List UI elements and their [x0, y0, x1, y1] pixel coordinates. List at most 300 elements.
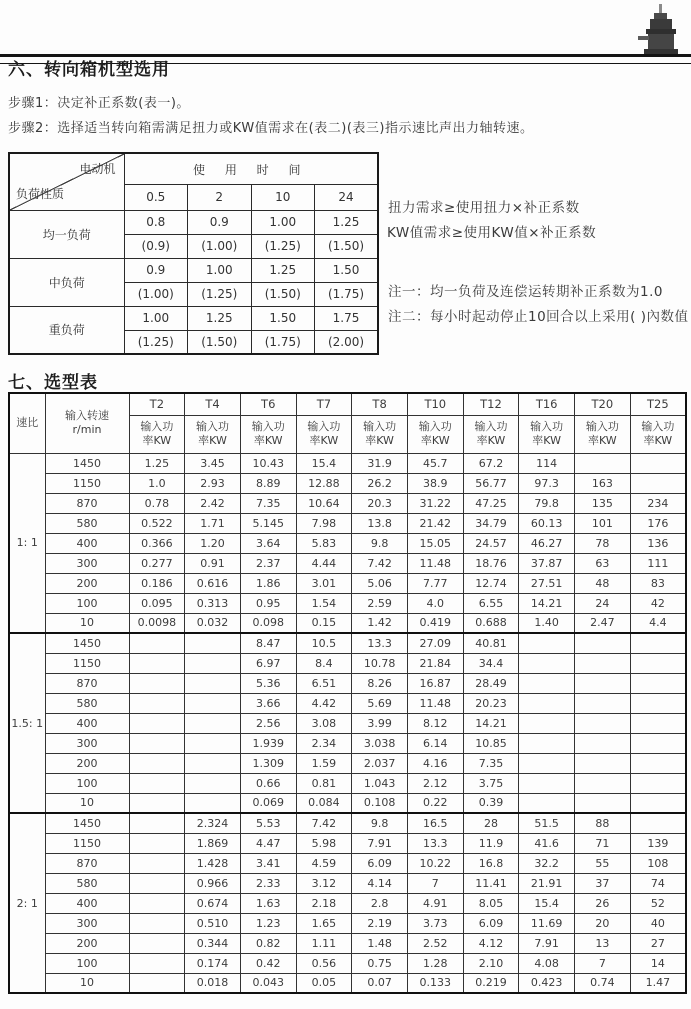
- power-value-cell: 26: [575, 893, 631, 913]
- power-value-cell: 2.37: [240, 553, 296, 573]
- power-value-cell: 51.5: [519, 813, 575, 833]
- input-speed-cell: 1150: [45, 653, 129, 673]
- power-value-cell: [630, 733, 686, 753]
- power-value-cell: [185, 653, 241, 673]
- power-value-cell: 31.9: [352, 453, 408, 473]
- power-value-cell: [129, 633, 185, 653]
- power-value-cell: 13: [575, 933, 631, 953]
- power-value-cell: 4.16: [407, 753, 463, 773]
- power-value-cell: 8.05: [463, 893, 519, 913]
- power-value-cell: 34.79: [463, 513, 519, 533]
- power-value-cell: [575, 633, 631, 653]
- power-value-cell: 83: [630, 573, 686, 593]
- input-power-header: [185, 415, 241, 453]
- input-power-header-line1: 输入功: [418, 420, 452, 434]
- power-value-cell: 2.037: [352, 753, 408, 773]
- power-value-cell: 38.9: [407, 473, 463, 493]
- usage-hours-header: 0.5: [124, 185, 188, 210]
- power-value-cell: 0.018: [185, 973, 241, 993]
- power-value-cell: 7: [407, 873, 463, 893]
- power-value-cell: 28.49: [463, 673, 519, 693]
- power-value-cell: 40: [630, 913, 686, 933]
- power-value-cell: 14: [630, 953, 686, 973]
- power-value-cell: 163: [575, 473, 631, 493]
- power-value-cell: 7.98: [296, 513, 352, 533]
- power-value-cell: [630, 713, 686, 733]
- power-value-cell: 26.2: [352, 473, 408, 493]
- power-value-cell: [129, 893, 185, 913]
- power-value-cell: 0.277: [129, 553, 185, 573]
- power-value-cell: 0.095: [129, 593, 185, 613]
- model-selection-table: [8, 392, 687, 994]
- load-type-label: 重负荷: [9, 306, 124, 354]
- input-speed-cell: 1450: [45, 453, 129, 473]
- power-value-cell: 71: [575, 833, 631, 853]
- power-value-cell: 34.4: [463, 653, 519, 673]
- power-value-cell: 2.10: [463, 953, 519, 973]
- usage-time-header: 使 用 时 间: [124, 153, 378, 185]
- power-value-cell: 79.8: [519, 493, 575, 513]
- step-2-text: 步骤2：选择适当转向箱需满足扭力或KW值需求在(表二)(表三)指示速比声出力轴转速。: [8, 121, 534, 136]
- input-speed-cell: 300: [45, 553, 129, 573]
- power-value-cell: 1.47: [630, 973, 686, 993]
- power-value-cell: 3.41: [240, 853, 296, 873]
- power-value-cell: 88: [575, 813, 631, 833]
- power-value-cell: 2.47: [575, 613, 631, 633]
- power-value-cell: 0.069: [240, 793, 296, 813]
- input-power-header: [463, 415, 519, 453]
- power-value-cell: 1.043: [352, 773, 408, 793]
- factor-paren-cell: (1.00): [188, 234, 252, 258]
- input-speed-cell: 400: [45, 533, 129, 553]
- usage-hours-header: 2: [188, 185, 252, 210]
- model-header: T7: [296, 393, 352, 415]
- model-header: T2: [129, 393, 185, 415]
- power-value-cell: 2.12: [407, 773, 463, 793]
- load-type-label: 均一负荷: [9, 210, 124, 258]
- power-value-cell: 0.674: [185, 893, 241, 913]
- corner-cell: [9, 153, 124, 210]
- power-value-cell: 20.3: [352, 493, 408, 513]
- input-speed-header-line1: 输入转速: [65, 408, 109, 422]
- power-value-cell: [129, 913, 185, 933]
- power-value-cell: 20: [575, 913, 631, 933]
- power-value-cell: 16.8: [463, 853, 519, 873]
- power-value-cell: 37: [575, 873, 631, 893]
- factor-paren-cell: (0.9): [124, 234, 188, 258]
- input-speed-cell: 10: [45, 973, 129, 993]
- model-header: T4: [185, 393, 241, 415]
- power-value-cell: [129, 673, 185, 693]
- factor-cell: 0.9: [188, 210, 252, 234]
- power-value-cell: 78: [575, 533, 631, 553]
- power-value-cell: 136: [630, 533, 686, 553]
- power-value-cell: 10.43: [240, 453, 296, 473]
- power-value-cell: 2.18: [296, 893, 352, 913]
- power-value-cell: 0.510: [185, 913, 241, 933]
- power-value-cell: 7.35: [240, 493, 296, 513]
- input-power-header-line1: 输入功: [530, 420, 564, 434]
- power-value-cell: 20.23: [463, 693, 519, 713]
- power-value-cell: 16.87: [407, 673, 463, 693]
- power-value-cell: 5.145: [240, 513, 296, 533]
- input-speed-cell: 100: [45, 773, 129, 793]
- factor-cell: 0.8: [124, 210, 188, 234]
- power-value-cell: 41.6: [519, 833, 575, 853]
- power-value-cell: 4.47: [240, 833, 296, 853]
- power-value-cell: 3.75: [463, 773, 519, 793]
- power-value-cell: 42: [630, 593, 686, 613]
- power-value-cell: 15.4: [519, 893, 575, 913]
- power-value-cell: 56.77: [463, 473, 519, 493]
- power-value-cell: 1.0: [129, 473, 185, 493]
- factor-paren-cell: (1.25): [251, 234, 315, 258]
- factor-cell: 1.00: [188, 258, 252, 282]
- input-speed-cell: 1150: [45, 473, 129, 493]
- input-power-header: [240, 415, 296, 453]
- factor-cell: 1.00: [124, 306, 188, 330]
- power-value-cell: [519, 633, 575, 653]
- model-header: T25: [630, 393, 686, 415]
- power-value-cell: 2.93: [185, 473, 241, 493]
- model-header: T10: [407, 393, 463, 415]
- power-value-cell: 21.42: [407, 513, 463, 533]
- power-value-cell: 10.78: [352, 653, 408, 673]
- power-value-cell: 0.05: [296, 973, 352, 993]
- power-value-cell: 4.14: [352, 873, 408, 893]
- input-speed-cell: 100: [45, 953, 129, 973]
- factor-cell: 0.9: [124, 258, 188, 282]
- power-value-cell: 7.42: [352, 553, 408, 573]
- factor-cell: 1.75: [315, 306, 379, 330]
- power-value-cell: 0.0098: [129, 613, 185, 633]
- power-value-cell: [129, 833, 185, 853]
- power-value-cell: [519, 693, 575, 713]
- power-value-cell: 0.174: [185, 953, 241, 973]
- power-value-cell: 6.14: [407, 733, 463, 753]
- input-power-header-line2: 率KW: [532, 434, 561, 447]
- power-value-cell: 8.47: [240, 633, 296, 653]
- model-header: T12: [463, 393, 519, 415]
- speed-ratio-cell: 1.5: 1: [9, 633, 45, 813]
- power-value-cell: 24.57: [463, 533, 519, 553]
- gearbox-product-photo-icon: [636, 4, 686, 56]
- power-value-cell: 0.22: [407, 793, 463, 813]
- power-value-cell: 7.77: [407, 573, 463, 593]
- power-value-cell: 10.22: [407, 853, 463, 873]
- power-value-cell: 5.36: [240, 673, 296, 693]
- power-value-cell: 8.26: [352, 673, 408, 693]
- power-value-cell: 0.91: [185, 553, 241, 573]
- factor-paren-cell: (1.25): [124, 330, 188, 354]
- power-value-cell: 4.44: [296, 553, 352, 573]
- power-value-cell: [630, 773, 686, 793]
- power-value-cell: 5.83: [296, 533, 352, 553]
- power-value-cell: 5.53: [240, 813, 296, 833]
- power-value-cell: 101: [575, 513, 631, 533]
- power-value-cell: [575, 693, 631, 713]
- power-value-cell: 0.423: [519, 973, 575, 993]
- factor-paren-cell: (1.50): [251, 282, 315, 306]
- input-power-header-line1: 输入功: [641, 420, 675, 434]
- input-power-header: [575, 415, 631, 453]
- power-value-cell: 0.419: [407, 613, 463, 633]
- power-value-cell: 3.45: [185, 453, 241, 473]
- input-power-header: [630, 415, 686, 453]
- power-value-cell: [630, 693, 686, 713]
- power-value-cell: 0.966: [185, 873, 241, 893]
- power-value-cell: 27: [630, 933, 686, 953]
- power-value-cell: 45.7: [407, 453, 463, 473]
- power-value-cell: 9.8: [352, 813, 408, 833]
- power-value-cell: [185, 633, 241, 653]
- power-value-cell: 0.344: [185, 933, 241, 953]
- power-value-cell: 176: [630, 513, 686, 533]
- input-power-header: [129, 415, 185, 453]
- power-value-cell: 5.98: [296, 833, 352, 853]
- power-value-cell: 3.038: [352, 733, 408, 753]
- power-value-cell: 1.59: [296, 753, 352, 773]
- power-value-cell: 24: [575, 593, 631, 613]
- power-value-cell: [519, 773, 575, 793]
- factor-cell: 1.50: [315, 258, 379, 282]
- input-speed-cell: 200: [45, 933, 129, 953]
- factor-cell: 1.25: [315, 210, 379, 234]
- factor-paren-cell: (2.00): [315, 330, 379, 354]
- power-value-cell: 21.91: [519, 873, 575, 893]
- power-value-cell: 4.42: [296, 693, 352, 713]
- power-value-cell: 4.08: [519, 953, 575, 973]
- power-value-cell: 4.0: [407, 593, 463, 613]
- input-speed-header-line2: r/min: [72, 423, 102, 437]
- section-7-title: 七、选型表: [8, 373, 98, 393]
- power-value-cell: 67.2: [463, 453, 519, 473]
- input-power-header-line2: 率KW: [420, 434, 450, 447]
- power-value-cell: [630, 473, 686, 493]
- power-value-cell: 63: [575, 553, 631, 573]
- power-value-cell: 5.06: [352, 573, 408, 593]
- power-value-cell: 28: [463, 813, 519, 833]
- power-value-cell: [129, 653, 185, 673]
- corner-label-motor: 电动机: [79, 162, 116, 176]
- power-value-cell: 74: [630, 873, 686, 893]
- power-value-cell: 11.48: [407, 693, 463, 713]
- input-power-header-line2: 率KW: [142, 434, 172, 447]
- power-value-cell: [575, 793, 631, 813]
- power-value-cell: [185, 733, 241, 753]
- section-6-title: 六、转向箱机型选用: [8, 60, 170, 80]
- power-value-cell: [129, 953, 185, 973]
- power-value-cell: 12.88: [296, 473, 352, 493]
- power-value-cell: 13.8: [352, 513, 408, 533]
- power-value-cell: [630, 453, 686, 473]
- power-value-cell: [519, 733, 575, 753]
- power-value-cell: 8.89: [240, 473, 296, 493]
- input-power-header-line2: 率KW: [309, 434, 339, 447]
- input-speed-cell: 580: [45, 873, 129, 893]
- factor-cell: 1.00: [251, 210, 315, 234]
- power-value-cell: 6.09: [463, 913, 519, 933]
- power-value-cell: 1.25: [129, 453, 185, 473]
- power-value-cell: [129, 753, 185, 773]
- power-value-cell: 8.12: [407, 713, 463, 733]
- corner-label-load-type: 负荷性质: [16, 186, 65, 201]
- power-value-cell: 32.2: [519, 853, 575, 873]
- power-value-cell: [519, 653, 575, 673]
- power-value-cell: 15.4: [296, 453, 352, 473]
- power-value-cell: 2.34: [296, 733, 352, 753]
- input-speed-cell: 300: [45, 733, 129, 753]
- power-value-cell: [185, 793, 241, 813]
- note-1-text: 注一：均一负荷及连偿运转期补正系数为1.0: [388, 284, 663, 300]
- power-value-cell: 6.09: [352, 853, 408, 873]
- power-value-cell: 15.05: [407, 533, 463, 553]
- power-value-cell: 7.91: [352, 833, 408, 853]
- power-value-cell: [185, 773, 241, 793]
- power-value-cell: 0.56: [296, 953, 352, 973]
- input-power-header-line2: 率KW: [198, 434, 227, 447]
- power-value-cell: 0.616: [185, 573, 241, 593]
- power-value-cell: 40.81: [463, 633, 519, 653]
- kw-requirement-formula: KW值需求≥使用KW值×补正系数: [387, 225, 597, 241]
- power-value-cell: 234: [630, 493, 686, 513]
- power-value-cell: 2.42: [185, 493, 241, 513]
- power-value-cell: 2.8: [352, 893, 408, 913]
- power-value-cell: [129, 793, 185, 813]
- factor-paren-cell: (1.75): [315, 282, 379, 306]
- power-value-cell: 8.4: [296, 653, 352, 673]
- power-value-cell: 3.01: [296, 573, 352, 593]
- power-value-cell: 48: [575, 573, 631, 593]
- input-speed-cell: 580: [45, 513, 129, 533]
- power-value-cell: 1.48: [352, 933, 408, 953]
- power-value-cell: 37.87: [519, 553, 575, 573]
- power-value-cell: 0.42: [240, 953, 296, 973]
- power-value-cell: 0.78: [129, 493, 185, 513]
- power-value-cell: 60.13: [519, 513, 575, 533]
- power-value-cell: 12.74: [463, 573, 519, 593]
- power-value-cell: 7.42: [296, 813, 352, 833]
- factor-paren-cell: (1.50): [188, 330, 252, 354]
- speed-ratio-cell: 1: 1: [9, 453, 45, 633]
- power-value-cell: 0.219: [463, 973, 519, 993]
- power-value-cell: 7.35: [463, 753, 519, 773]
- power-value-cell: 2.19: [352, 913, 408, 933]
- power-value-cell: 10.64: [296, 493, 352, 513]
- factor-paren-cell: (1.00): [124, 282, 188, 306]
- power-value-cell: 10.5: [296, 633, 352, 653]
- power-value-cell: 11.41: [463, 873, 519, 893]
- power-value-cell: 11.69: [519, 913, 575, 933]
- input-speed-cell: 10: [45, 793, 129, 813]
- input-power-header-line2: 率KW: [253, 434, 283, 447]
- power-value-cell: [129, 813, 185, 833]
- input-power-header-line2: 率KW: [643, 434, 673, 447]
- power-value-cell: 1.40: [519, 613, 575, 633]
- power-value-cell: [630, 673, 686, 693]
- power-value-cell: 0.098: [240, 613, 296, 633]
- power-value-cell: [129, 933, 185, 953]
- power-value-cell: 1.20: [185, 533, 241, 553]
- power-value-cell: 0.82: [240, 933, 296, 953]
- step-1-text: 步骤1：决定补正系数(表一)。: [8, 96, 190, 111]
- model-header: T16: [519, 393, 575, 415]
- power-value-cell: 1.309: [240, 753, 296, 773]
- power-value-cell: [129, 733, 185, 753]
- power-value-cell: 27.09: [407, 633, 463, 653]
- input-speed-cell: 580: [45, 693, 129, 713]
- power-value-cell: 0.15: [296, 613, 352, 633]
- input-speed-cell: 870: [45, 673, 129, 693]
- factor-paren-cell: (1.25): [188, 282, 252, 306]
- power-value-cell: 0.81: [296, 773, 352, 793]
- power-value-cell: [129, 873, 185, 893]
- factor-cell: 1.25: [188, 306, 252, 330]
- power-value-cell: 52: [630, 893, 686, 913]
- ratio-column-header: 速比: [9, 393, 45, 453]
- power-value-cell: 108: [630, 853, 686, 873]
- power-value-cell: 2.59: [352, 593, 408, 613]
- power-value-cell: 0.108: [352, 793, 408, 813]
- power-value-cell: 4.12: [463, 933, 519, 953]
- power-value-cell: 14.21: [463, 713, 519, 733]
- power-value-cell: [575, 773, 631, 793]
- power-value-cell: 55: [575, 853, 631, 873]
- power-value-cell: [575, 753, 631, 773]
- power-value-cell: [519, 713, 575, 733]
- power-value-cell: [575, 673, 631, 693]
- power-value-cell: 3.66: [240, 693, 296, 713]
- factor-paren-cell: (1.50): [315, 234, 379, 258]
- power-value-cell: 0.75: [352, 953, 408, 973]
- power-value-cell: 2.52: [407, 933, 463, 953]
- power-value-cell: 4.91: [407, 893, 463, 913]
- model-header: T20: [575, 393, 631, 415]
- power-value-cell: 0.39: [463, 793, 519, 813]
- power-value-cell: [129, 773, 185, 793]
- power-value-cell: [519, 673, 575, 693]
- power-value-cell: [630, 753, 686, 773]
- input-power-header-line2: 率KW: [587, 434, 617, 447]
- power-value-cell: 1.86: [240, 573, 296, 593]
- power-value-cell: 3.12: [296, 873, 352, 893]
- power-value-cell: 14.21: [519, 593, 575, 613]
- power-value-cell: 47.25: [463, 493, 519, 513]
- power-value-cell: [630, 653, 686, 673]
- power-value-cell: 97.3: [519, 473, 575, 493]
- power-value-cell: 27.51: [519, 573, 575, 593]
- power-value-cell: 4.59: [296, 853, 352, 873]
- power-value-cell: 0.688: [463, 613, 519, 633]
- power-value-cell: [185, 753, 241, 773]
- power-value-cell: 0.043: [240, 973, 296, 993]
- note-2-text: 注二：每小时起动停止10回合以上采用( )內数值: [388, 309, 689, 325]
- power-value-cell: 3.99: [352, 713, 408, 733]
- power-value-cell: 2.56: [240, 713, 296, 733]
- power-value-cell: 6.55: [463, 593, 519, 613]
- power-value-cell: 21.84: [407, 653, 463, 673]
- input-speed-column-header: [45, 393, 129, 453]
- power-value-cell: [129, 853, 185, 873]
- power-value-cell: [519, 793, 575, 813]
- power-value-cell: [519, 753, 575, 773]
- input-power-header-line1: 输入功: [474, 420, 508, 434]
- power-value-cell: 3.08: [296, 713, 352, 733]
- power-value-cell: 111: [630, 553, 686, 573]
- power-value-cell: 0.74: [575, 973, 631, 993]
- power-value-cell: 114: [519, 453, 575, 473]
- input-speed-cell: 200: [45, 753, 129, 773]
